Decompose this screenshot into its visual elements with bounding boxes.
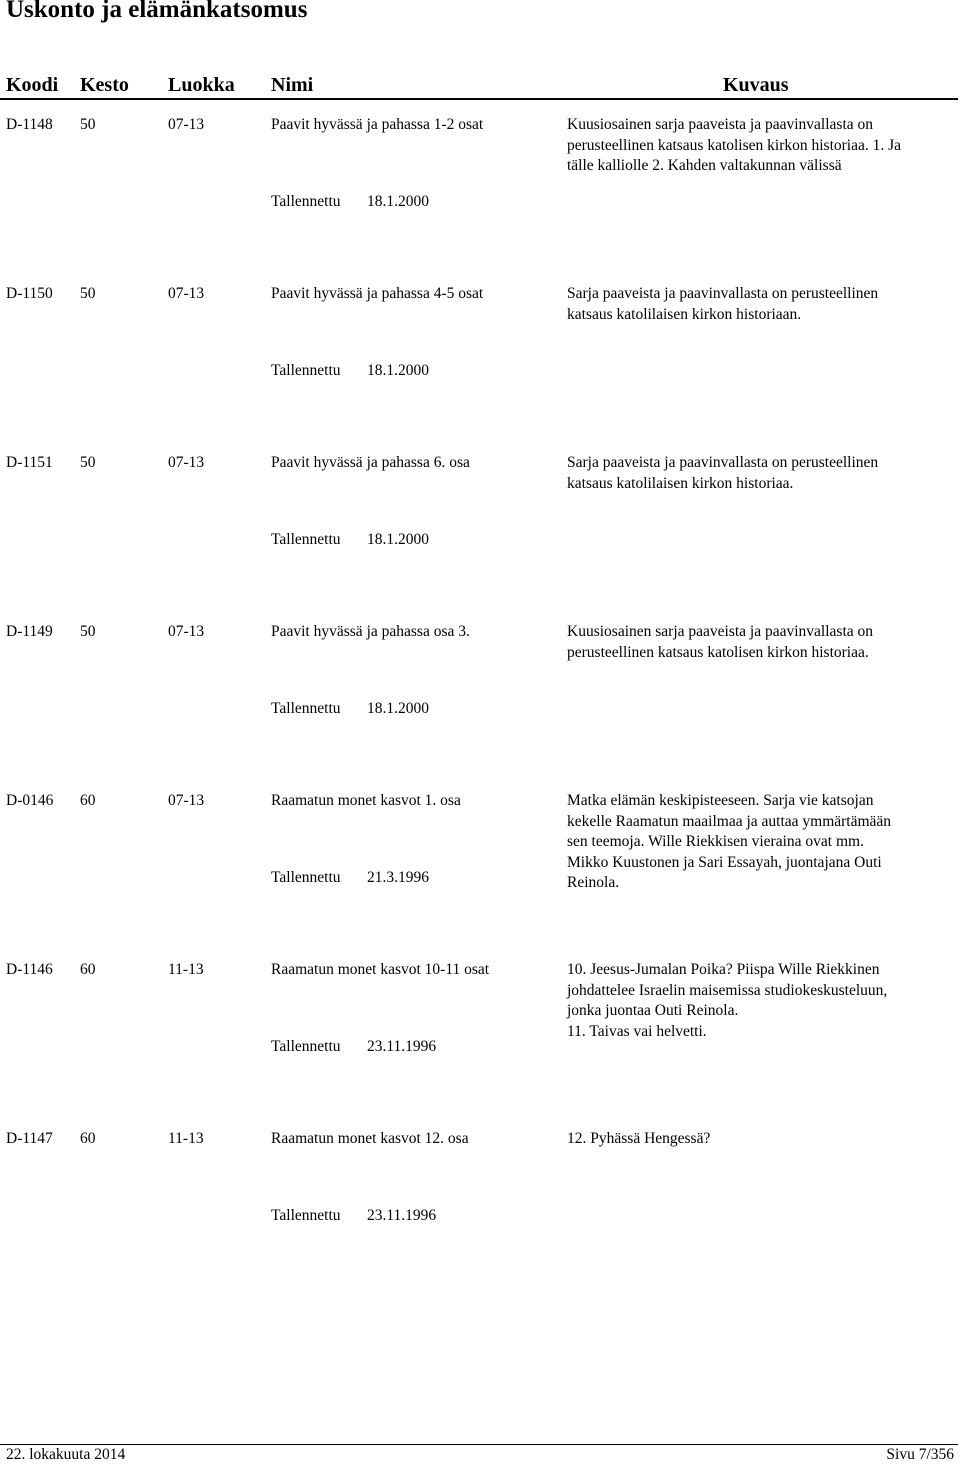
record-name: Raamatun monet kasvot 12. osa: [271, 1130, 469, 1147]
record-row: [0, 791, 960, 911]
saved-date: 18.1.2000: [367, 531, 429, 548]
record-name: Paavit hyvässä ja pahassa 1-2 osat: [271, 116, 484, 133]
saved-date: 18.1.2000: [367, 193, 429, 210]
header-description: Kuvaus: [723, 74, 789, 96]
record-code: D-1149: [6, 623, 53, 640]
saved-date: 18.1.2000: [367, 700, 429, 717]
saved-label: Tallennettu: [271, 531, 341, 548]
record-description: 10. Jeesus-Jumalan Poika? Piispa Wille Riekkinen johdattelee Israelin maisemissa studiokeskusteluun, jonka juontaa Outi Reinola. 11. Taivas vai helvetti.: [567, 961, 888, 1040]
record-grade: 07-13: [168, 116, 205, 133]
record-row: [0, 960, 960, 1080]
record-row: [0, 284, 960, 404]
record-row: [0, 622, 960, 742]
record-grade: 11-13: [168, 961, 204, 978]
record-duration: 50: [80, 116, 96, 133]
record-description: Kuusiosainen sarja paaveista ja paavinvallasta on perusteellinen katsaus katolisen kirkon historiaa. 1. Ja tälle kalliolle 2. Kahden valtakunnan välissä: [567, 116, 902, 174]
record-code: D-1150: [6, 285, 53, 302]
saved-date: 23.11.1996: [367, 1207, 437, 1224]
header-name: Nimi: [271, 74, 314, 96]
record-code: D-1147: [6, 1130, 53, 1147]
footer-page-number: Sivu 7/356: [886, 1446, 954, 1463]
record-duration: 60: [80, 792, 96, 809]
saved-label: Tallennettu: [271, 1038, 341, 1055]
saved-label: Tallennettu: [271, 362, 341, 379]
record-duration: 50: [80, 454, 96, 471]
column-headers: [0, 74, 960, 100]
record-name: Paavit hyvässä ja pahassa 6. osa: [271, 454, 470, 471]
saved-date: 21.3.1996: [367, 869, 429, 886]
record-name: Raamatun monet kasvot 10-11 osat: [271, 961, 490, 978]
record-description: Kuusiosainen sarja paaveista ja paavinvallasta on perusteellinen katsaus katolisen kirkon historiaa.: [567, 623, 874, 661]
record-duration: 50: [80, 285, 96, 302]
record-name: Paavit hyvässä ja pahassa osa 3.: [271, 623, 470, 640]
header-divider: [0, 98, 958, 100]
saved-date: 18.1.2000: [367, 362, 429, 379]
saved-label: Tallennettu: [271, 869, 341, 886]
footer-divider: [0, 1444, 958, 1445]
record-name: Raamatun monet kasvot 1. osa: [271, 792, 461, 809]
record-description: Sarja paaveista ja paavinvallasta on perusteellinen katsaus katolilaisen kirkon historiaa.: [567, 454, 879, 492]
record-code: D-1146: [6, 961, 53, 978]
record-row: [0, 1129, 960, 1249]
record-grade: 11-13: [168, 1130, 204, 1147]
record-code: D-1151: [6, 454, 53, 471]
record-row: [0, 453, 960, 573]
record-duration: 60: [80, 961, 96, 978]
page-title: Uskonto ja elämänkatsomus: [6, 0, 308, 23]
record-duration: 60: [80, 1130, 96, 1147]
saved-label: Tallennettu: [271, 193, 341, 210]
saved-label: Tallennettu: [271, 700, 341, 717]
header-duration: Kesto: [80, 74, 129, 96]
record-description: Sarja paaveista ja paavinvallasta on perusteellinen katsaus katolilaisen kirkon historiaan.: [567, 285, 879, 323]
record-name: Paavit hyvässä ja pahassa 4-5 osat: [271, 285, 484, 302]
record-code: D-1148: [6, 116, 53, 133]
record-grade: 07-13: [168, 623, 205, 640]
record-code: D-0146: [6, 792, 54, 809]
record-grade: 07-13: [168, 792, 205, 809]
header-grade: Luokka: [168, 74, 235, 96]
footer-date: 22. lokakuuta 2014: [6, 1446, 126, 1463]
header-code: Koodi: [6, 74, 59, 96]
saved-date: 23.11.1996: [367, 1038, 437, 1055]
record-duration: 50: [80, 623, 96, 640]
record-description: Matka elämän keskipisteeseen. Sarja vie katsojan kekelle Raamatun maailmaa ja auttaa ymmärtämään sen teemoja. Wille Riekkisen vieraina ovat mm. Mikko Kuustonen ja Sari Essayah, juontajana Outi Reinola.: [567, 792, 892, 891]
record-row: [0, 115, 960, 235]
record-description: 12. Pyhässä Hengessä?: [567, 1130, 711, 1147]
record-grade: 07-13: [168, 285, 205, 302]
saved-label: Tallennettu: [271, 1207, 341, 1224]
record-grade: 07-13: [168, 454, 205, 471]
